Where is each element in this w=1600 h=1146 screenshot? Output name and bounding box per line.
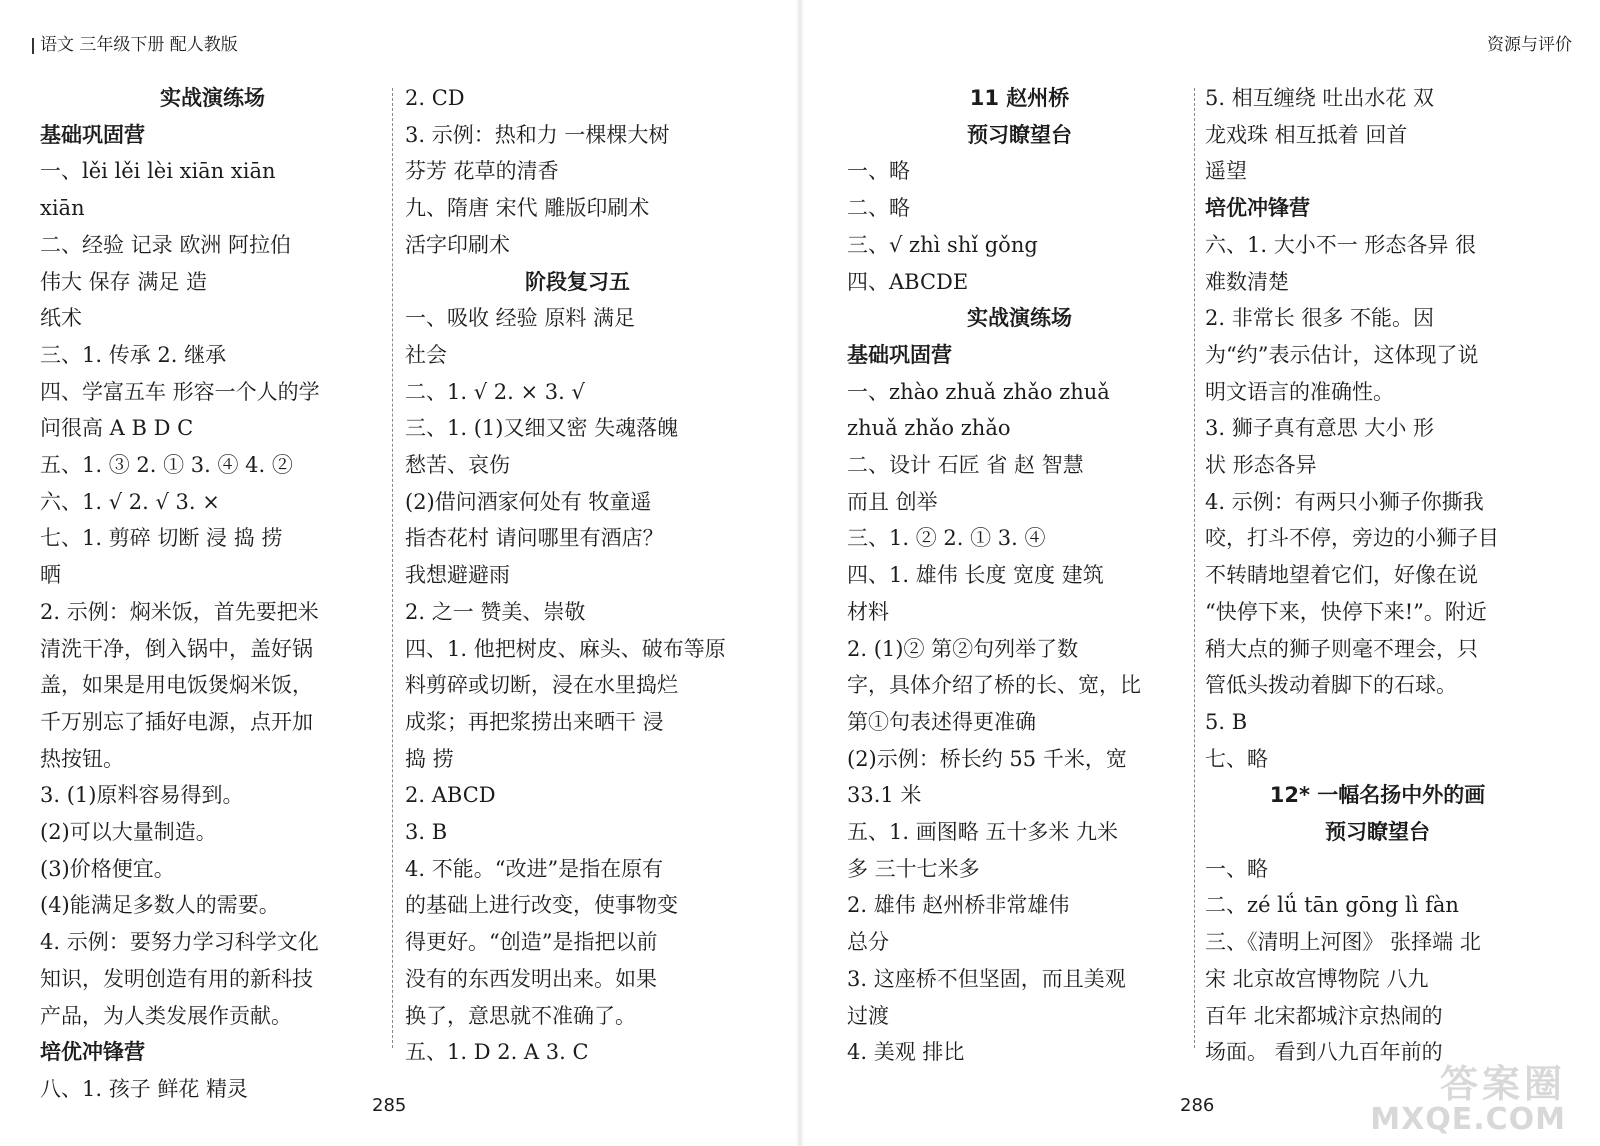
page-number-left: 285	[372, 1095, 407, 1116]
answer-line: 宋 北京故宫博物院 八九	[1205, 966, 1429, 991]
answer-line: 2. 示例：焖米饭，首先要把米	[40, 599, 319, 624]
answer-line: 管低头拨动着脚下的石球。	[1205, 673, 1457, 698]
answer-line: 2. (1)② 第②句列举了数	[847, 636, 1079, 661]
answer-line: 龙戏珠 相互抵着 回首	[1205, 122, 1408, 147]
answer-line: 四、ABCDE	[847, 269, 969, 294]
answer-line: 材料	[847, 599, 889, 624]
answer-line: 指杏花村 请问哪里有酒店？	[405, 526, 664, 551]
answer-line: 的基础上进行改变，使事物变	[405, 893, 678, 918]
section-heading: 11 赵州桥	[969, 86, 1070, 110]
answer-line: 知识，发明创造有用的新科技	[40, 966, 313, 991]
answer-line: 一、略	[847, 159, 910, 184]
answer-line: 场面。 看到八九百年前的	[1205, 1040, 1443, 1065]
answer-line: 4. 示例：有两只小狮子你撕我	[1205, 489, 1484, 514]
answer-line: 八、1. 孩子 鲜花 精灵	[40, 1076, 249, 1101]
section-heading: 预习瞭望台	[1325, 820, 1430, 845]
answer-line: 二、zé lǘ tān gōng lì fàn	[1205, 893, 1459, 918]
answer-line: 四、学富五车 形容一个人的学	[40, 379, 320, 404]
column-divider	[1194, 88, 1195, 1048]
answer-line: 芬芳 花草的清香	[405, 159, 559, 184]
answer-line: 料剪碎或切断，浸在水里捣烂	[405, 673, 678, 698]
answer-line: 第①句表述得更准确	[847, 709, 1036, 734]
answer-line: 三、√ zhì shǐ gǒng	[847, 232, 1038, 257]
answer-line: 盖，如果是用电饭煲焖米饭，	[40, 673, 313, 698]
answer-line: 遥望	[1205, 159, 1247, 184]
watermark-logo: 答案圈	[1439, 1062, 1566, 1106]
column-2	[405, 80, 750, 1071]
answer-line: 三、1. ② 2. ① 3. ④	[847, 526, 1046, 551]
answer-line: 3. 这座桥不但坚固，而且美观	[847, 966, 1126, 991]
answer-line: 愁苦、哀伤	[405, 453, 510, 478]
answer-line: 没有的东西发明出来。如果	[405, 966, 657, 991]
answer-line: (2)可以大量制造。	[40, 820, 217, 845]
answer-line: 得更好。“创造”是指把以前	[405, 930, 658, 955]
answer-line: 一、吸收 经验 原料 满足	[405, 306, 636, 331]
answer-line: xiān	[40, 196, 85, 221]
right-page	[800, 0, 1600, 1146]
answer-line: 活字印刷术	[405, 232, 510, 257]
answer-line: 六、1. 大小不一 形态各异 很	[1205, 232, 1477, 257]
answer-line: 4. 示例：要努力学习科学文化	[40, 930, 319, 955]
answer-line: 4. 不能。“改进”是指在原有	[405, 856, 664, 881]
answer-line: 而且 创举	[847, 489, 938, 514]
answer-line: 纸术	[40, 306, 82, 331]
answer-line: 咬，打斗不停，旁边的小狮子目	[1205, 526, 1499, 551]
answer-line: 3. 狮子真有意思 大小 形	[1205, 416, 1435, 441]
answer-line: 总分	[847, 930, 889, 955]
answer-line: 二、经验 记录 欧洲 阿拉伯	[40, 232, 292, 257]
answer-line: 五、1. ③ 2. ① 3. ④ 4. ②	[40, 453, 293, 478]
column-1	[40, 80, 385, 1108]
answer-line: (2)借问酒家何处有 牧童遥	[405, 489, 652, 514]
answer-line: 一、zhào zhuǎ zhǎo zhuǎ	[847, 379, 1110, 404]
answer-line: 伟大 保存 满足 造	[40, 269, 208, 294]
section-heading: 阶段复习五	[525, 269, 630, 294]
answer-line: (2)示例：桥长约 55 千米，宽	[847, 746, 1127, 771]
watermark-url: MXQE.COM	[1370, 1102, 1566, 1137]
answer-line: 不转睛地望着它们，好像在说	[1205, 563, 1478, 588]
answer-line: 千万别忘了插好电源，点开加	[40, 709, 313, 734]
answer-line: 七、略	[1205, 746, 1268, 771]
answer-line: 四、1. 雄伟 长度 宽度 建筑	[847, 563, 1104, 588]
subsection-heading: 基础巩固营	[847, 342, 952, 367]
answer-line: 捣 捞	[405, 746, 454, 771]
answer-line: 产品，为人类发展作贡献。	[40, 1003, 292, 1028]
answer-line: (3)价格便宜。	[40, 856, 175, 881]
answer-line: 热按钮。	[40, 746, 124, 771]
answer-line: 3. (1)原料容易得到。	[40, 783, 244, 808]
answer-line: 2. CD	[405, 86, 465, 110]
answer-line: 三、1. (1)又细又密 失魂落魄	[405, 416, 679, 441]
column-divider	[392, 88, 393, 1048]
section-heading: 12* 一幅名扬中外的画	[1269, 783, 1486, 808]
answer-line: 4. 美观 排比	[847, 1040, 965, 1065]
answer-line: 六、1. √ 2. √ 3. ×	[40, 489, 220, 514]
answer-line: 七、1. 剪碎 切断 浸 捣 捞	[40, 526, 283, 551]
answer-line: 稍大点的狮子则毫不理会，只	[1205, 636, 1478, 661]
subsection-heading: 培优冲锋营	[1205, 196, 1310, 221]
answer-line: 字，具体介绍了桥的长、宽，比	[847, 673, 1141, 698]
answer-line: 三、1. 传承 2. 继承	[40, 342, 227, 367]
answer-line: 为“约”表示估计，这体现了说	[1205, 342, 1479, 367]
answer-line: 九、隋唐 宋代 雕版印刷术	[405, 196, 650, 221]
answer-line: 二、略	[847, 196, 910, 221]
answer-line: 我想避避雨	[405, 563, 510, 588]
answer-line: 晒	[40, 563, 61, 588]
column-3	[847, 80, 1192, 1071]
column-4	[1205, 80, 1550, 1071]
subsection-heading: 培优冲锋营	[40, 1040, 145, 1065]
answer-line: 2. 非常长 很多 不能。因	[1205, 306, 1435, 331]
answer-line: 2. ABCD	[405, 783, 496, 808]
answer-line: 难数清楚	[1205, 269, 1289, 294]
answer-line: zhuǎ zhǎo zhǎo	[847, 416, 1011, 441]
answer-line: 五、1. 画图略 五十多米 九米	[847, 820, 1119, 845]
answer-line: 二、1. √ 2. × 3. √	[405, 379, 585, 404]
answer-line: 社会	[405, 342, 447, 367]
answer-line: 明文语言的准确性。	[1205, 379, 1394, 404]
answer-line: 四、1. 他把树皮、麻头、破布等原	[405, 636, 726, 661]
page-number-right: 286	[1180, 1095, 1215, 1116]
header-right: 资源与评价	[1487, 35, 1572, 55]
answer-line: 2. 雄伟 赵州桥非常雄伟	[847, 893, 1070, 918]
answer-line: 一、略	[1205, 856, 1268, 881]
answer-line: 问很高 A B D C	[40, 416, 194, 441]
header-left: 语文 三年级下册 配人教版	[40, 30, 238, 55]
answer-line: 3. B	[405, 820, 448, 845]
answer-line: 5. 相互缠绕 吐出水花 双	[1205, 86, 1435, 110]
answer-line: 5. B	[1205, 709, 1248, 734]
section-heading: 实战演练场	[160, 86, 265, 110]
answer-line: “快停下来，快停下来!”。附近	[1205, 599, 1487, 624]
answer-line: 一、lěi lěi lèi xiān xiān	[40, 159, 276, 184]
answer-line: 2. 之一 赞美、崇敬	[405, 599, 586, 624]
answer-line: 五、1. D 2. A 3. C	[405, 1040, 589, 1065]
answer-line: 状 形态各异	[1205, 453, 1317, 478]
answer-line: 过渡	[847, 1003, 889, 1028]
answer-line: 33.1 米	[847, 783, 922, 808]
answer-line: 3. 示例：热和力 一棵棵大树	[405, 122, 670, 147]
answer-line: 换了，意思就不准确了。	[405, 1003, 636, 1028]
answer-line: 清洗干净，倒入锅中，盖好锅	[40, 636, 313, 661]
section-heading: 实战演练场	[967, 306, 1072, 331]
section-heading: 预习瞭望台	[967, 122, 1072, 147]
answer-line: 成浆；再把浆捞出来晒干 浸	[405, 709, 664, 734]
answer-line: 多 三十七米多	[847, 856, 980, 881]
answer-line: 二、设计 石匠 省 赵 智慧	[847, 453, 1084, 478]
watermark	[1370, 1064, 1566, 1136]
subsection-heading: 基础巩固营	[40, 122, 145, 147]
answer-line: 三、《清明上河图》 张择端 北	[1205, 930, 1481, 955]
answer-line: 百年 北宋都城汴京热闹的	[1205, 1003, 1443, 1028]
answer-line: (4)能满足多数人的需要。	[40, 893, 280, 918]
